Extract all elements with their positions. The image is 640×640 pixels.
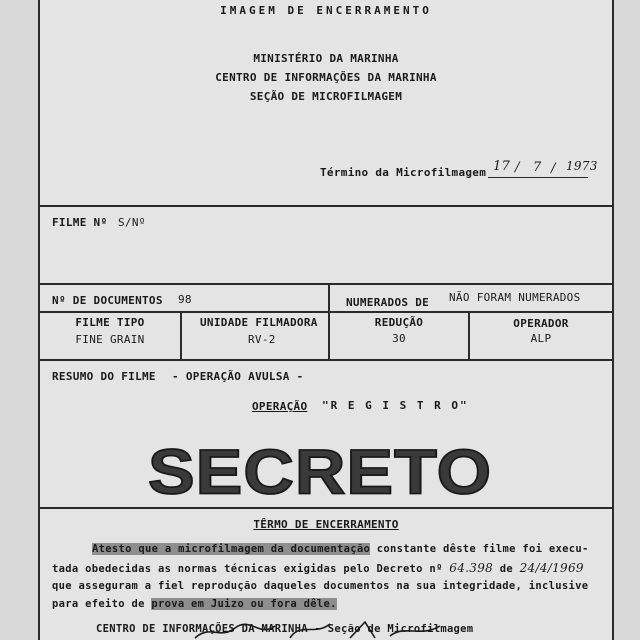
termo-line-4-highlight: prova em Juizo ou fora dêle. — [151, 598, 337, 610]
termino-year: 1973 — [566, 159, 598, 173]
header-section: SEÇÃO DE MICROFILMAGEM — [249, 90, 403, 103]
termo-line-2-a: tada obedecidas as normas técnicas exigidas pelo Decreto nº — [52, 563, 450, 575]
header-center: CENTRO DE INFORMAÇÕES DA MARINHA — [215, 71, 437, 84]
unidade-value: RV-2 — [248, 333, 276, 346]
numerados-label: NUMERADOS DE — [346, 296, 430, 309]
divider-5 — [38, 507, 614, 509]
left-margin — [0, 0, 38, 640]
termo-decreto-number: 64.398 — [449, 561, 494, 575]
termino-underline — [488, 177, 588, 178]
operacao-name: "R E G I S T R O" — [322, 399, 469, 412]
operacao-label: OPERAÇÃO — [252, 400, 308, 413]
signature-mark — [190, 620, 450, 640]
divider-1 — [38, 205, 614, 207]
termino-label: Término da Microfilmagem — [320, 166, 487, 179]
termo-line-2 — [52, 561, 584, 575]
termo-line-1 — [92, 543, 589, 555]
unidade-label: UNIDADE FILMADORA — [200, 316, 318, 329]
right-margin — [614, 0, 640, 640]
header-ministry: MINISTÉRIO DA MARINHA — [253, 52, 399, 65]
termo-line-1-rest: constante dêste filme foi execu- — [370, 543, 589, 555]
numerados-value: NÃO FORAM NUMERADOS — [449, 291, 581, 304]
termo-line-2-b: de — [493, 563, 520, 575]
reducao-value: 30 — [392, 332, 406, 345]
termo-line-3: que asseguram a fiel reprodução daqueles documentos na sua integridade, inclusive — [52, 580, 589, 592]
termo-line-4-a: para efeito de — [52, 598, 152, 610]
resumo-label: RESUMO DO FILME — [52, 370, 156, 383]
resumo-value: - OPERAÇÃO AVULSA - — [172, 370, 304, 383]
reducao-label: REDUÇÃO — [374, 316, 424, 329]
filme-label: FILME Nº — [52, 216, 108, 229]
divider-4 — [38, 359, 614, 361]
termo-heading: TÊRMO DE ENCERRAMENTO — [253, 518, 399, 531]
termo-line-4 — [52, 598, 337, 610]
termino-day: 17 — [493, 159, 511, 174]
divider-v-2 — [180, 311, 182, 359]
operador-value: ALP — [530, 332, 552, 345]
termo-decreto-date: 24/4/1969 — [519, 561, 584, 575]
divider-2 — [38, 283, 614, 285]
termino-slash-1: / — [515, 160, 520, 175]
secreto-stamp: SECRETO — [147, 436, 493, 508]
filme-tipo-value: FINE GRAIN — [75, 333, 145, 346]
termino-slash-2: / — [551, 161, 556, 176]
documentos-value: 98 — [178, 293, 192, 306]
termo-footer: CENTRO DE INFORMAÇÕES DA MARINHA - Seção de Microfilmagem — [96, 623, 474, 635]
operador-label: OPERADOR — [513, 317, 569, 330]
filme-tipo-label: FILME TIPO — [75, 316, 145, 329]
filme-value: S/Nº — [118, 216, 146, 229]
termo-line-1-highlight: Atesto que a microfilmagem da documentação — [92, 543, 371, 555]
divider-3 — [38, 311, 614, 313]
termino-month: 7 — [533, 160, 542, 175]
documentos-label: Nº DE DOCUMENTOS — [52, 294, 163, 307]
page-title: IMAGEM DE ENCERRAMENTO — [220, 4, 432, 17]
